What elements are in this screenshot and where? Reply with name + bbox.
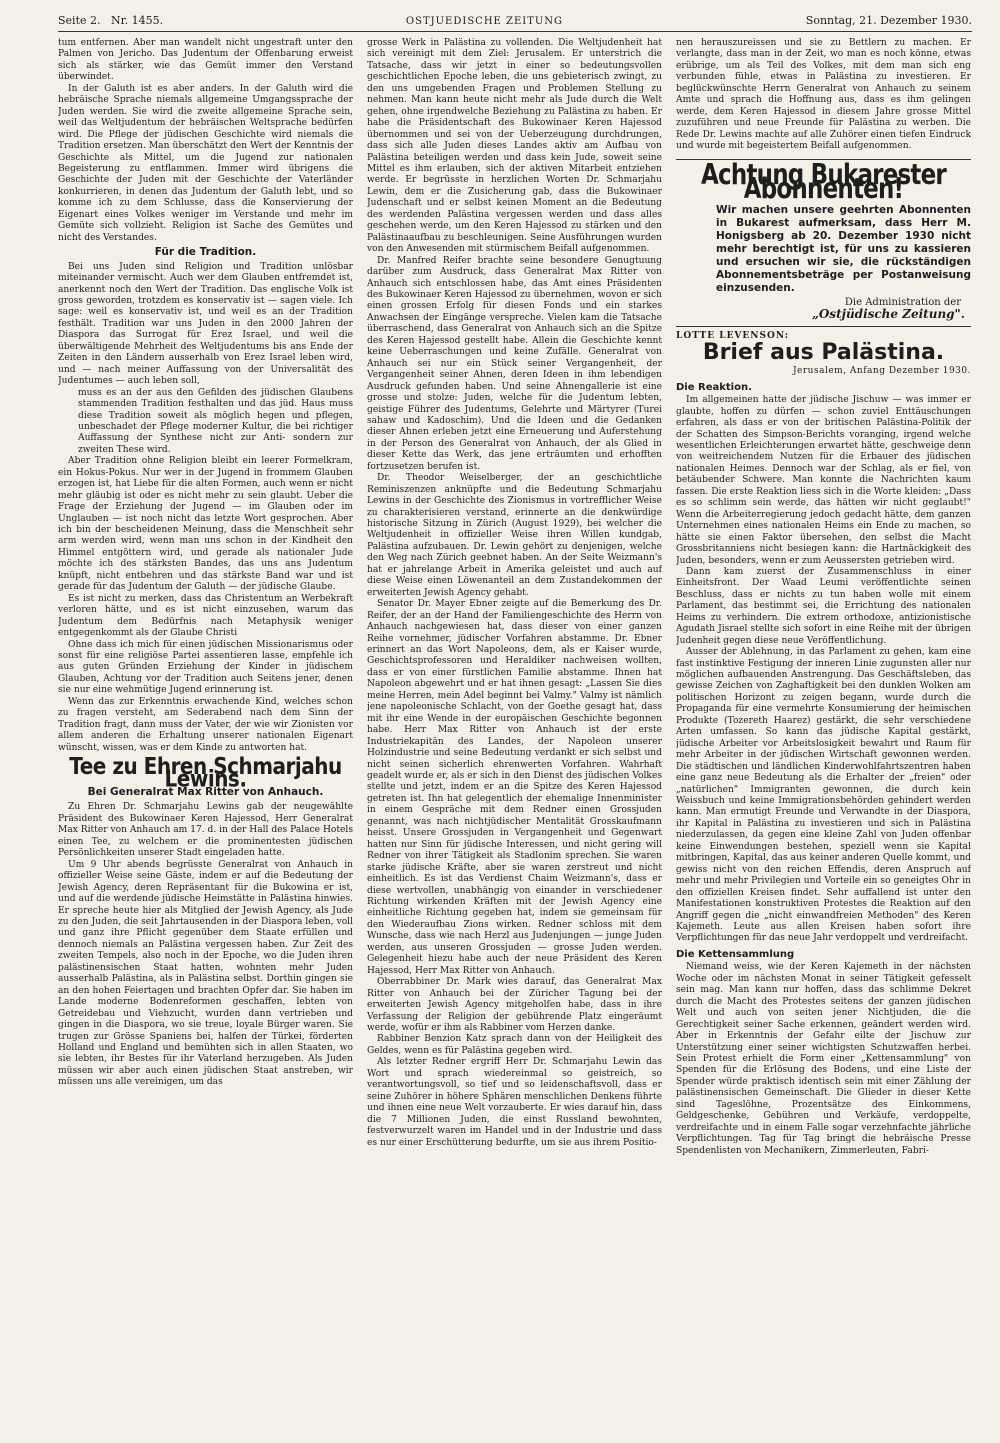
paragraph: Im allgemeinen hatte der jüdische Jischuw — was immer er glaubte, hoffen zu dürfen — schon zuviel Enttäuschungen erfahren, als dass er von der britischen Palästina-Politik der der Schatten des Simpson-Berichts voranging, irgend welche wesentlichen Erleichterungen erwartet hätte, geschweige denn von weitreichendem Nutzen für die Erbauer des jüdischen nationalen Heimes. Dennoch war der Schlag, als er fiel, von betäubender Schwere. Man konnte die Nachrichten kaum fassen. Die erste Reaktion liess sich in die Worte kleiden: „Dass es so schlimm sein werde, das hätten wir nicht geglaubt!" Wenn die Arbeiterregierung jedoch gedacht hätte, dem ganzen Unternehmen eines nationalen Heims ein Ende zu machen, so hätte sie einen Faktor übersehen, den selbst die Macht Grossbritanniens nicht besiegen kann: die Hartnäckigkeit des Juden, besonders, wenn er zum Aeussersten getrieben wird. [676, 395, 971, 566]
paragraph: Dann kam zuerst der Zusammenschluss in einer Einheitsfront. Der Waad Leumi veröffentlichte seinen Beschluss, dass er nichts zu tun haben wolle mit einem Parlament, das bestimmt sei, die Errichtung des nationalen Heims zu verhindern. Die extrem orthodoxe, antizionistische Agudath Jisrael stellte sich sofort in eine Reihe mit der übrigen Judenheit gegen diese neue Veröffentlichung. [676, 566, 971, 646]
paragraph: Rabbiner Benzion Katz sprach dann von der Heiligkeit des Geldes, wenn es für Palästina gegeben wird. [367, 1034, 662, 1056]
paragraph: Dr. Manfred Reifer brachte seine besondere Genugtuung darüber zum Ausdruck, dass Generalrat Max Ritter von Anhauch sich entschlossen habe, das Amt eines Präsidenten des Bukowinaer Keren Hajessod zu übernehmen, wovon er sich einen grossen Erfolg für diesen Fonds und ein starkes Anwachsen der Eingänge verspreche. Vielen kam die Tatsache überraschend, dass Generalrat von Anhauch sich an die Spitze des Keren Hajessod gestellt habe. Allein die Geschichte kennt keine Ueberraschungen und keine Zufälle. Generalrat von Anhauch sei nur ein Stück seiner Vergangenheit, der Vergangenheit seiner Ahnen, deren Ideen in ihm lebendigen Ausdruck gefunden haben. Und seine Ahnengallerie ist eine grosse und stolze: Juden, welche für die Judentum lebten, geistige Führer des Judentums, Gelehrte und Märtyrer (Turei sahaw und Kadoschim). Und die Ideen und die Gedanken dieser Ahnen erleben jetzt eine Erneuerung und Auferstehung in der Person des Generalrat von Anhauch, der als Glied in dieser Kette das Werk, das jene erträumten und erhofften fortzusetzen berufen ist. [367, 255, 662, 472]
column-1 [58, 38, 353, 1438]
paragraph: Zu Ehren Dr. Schmarjahu Lewins gab der neugewählte Präsident des Bukowinaer Keren Hajessod, Herr Generalrat Max Ritter von Anhauch am 17. d. in der Hall des Palace Hotels einen Tee, zu welchem er die prominentesten jüdischen Persönlichkeiten unserer Stadt eingeladen hatte. [58, 802, 353, 859]
masthead [58, 14, 972, 32]
paragraph: Um 9 Uhr abends begrüsste Generalrat von Anhauch in offizieller Weise seine Gäste, indem er auf die Bedeutung der Jewish Agency, deren Repräsentant für die Bukowina er ist, und auf die werdende jüdische Heimstätte in Palästina hinwies. Er spreche heute hier als Mitglied der Jewish Agency, als Jude zu den Juden, die seit Jahrtausenden in der Diaspora leben, voll und ganz ihre Pflicht gegenüber dem Staate erfüllen und dennoch niemals an Palästina vergessen haben. Zur Zeit des zweiten Tempels, also noch in der Epoche, wo die Juden ihren palästinensischen Staat hatten, wohnten mehr Juden ausserhalb Palästina, als in Palästina selbst. Dorthin gingen sie an den hohen Feiertagen und brachten Opfer dar. Sie haben im Lande moderne Bodenreformen geschaffen, lebten von Getreidebau und Viehzucht, wurden dann vertrieben und gingen in die Diaspora, wo sie treue, loyale Bürger waren. Sie trugen zur Grösse Spaniens bei, halfen der Türkei, förderten Holland und England und bemühten sich in allen Staaten, wo sie lebten, ihr Bestes für ihr Vaterland herzugeben. Als Juden müssen wir aber auch einen jüdischen Staat anstreben, wir müssen uns alle vereinigen, um das [58, 859, 353, 1088]
article-subtitle: Bei Generalrat Max Ritter von Anhauch. [87, 786, 324, 798]
paragraph: Dr. Theodor Weiselberger, der an geschichtliche Reminiszenzen anknüpfte und die Bedeutung Schmarjahu Lewins in der Geschichte des Zionismus in vortrefflicher Weise zu charakterisieren verstand, erinnerte an die denkwürdige historische Sitzung in Zürich (August 1929), bei welcher die Weltjudenheit in offizieller Weise ihren Willen kundgab, Palästina aufzubauen. Dr. Lewin gehört zu denjenigen, welche den Weg nach Zürich geebnet haben. An der Seite Weizmann's hat er jahrelange Arbeit in Amerika geleistet und auch auf diese Weise einen Löwenanteil an dem Zustandekommen der erweiterten Jewish Agency gehabt. [367, 473, 662, 598]
paragraph: tum entfernen. Aber man wandelt nicht ungestraft unter den Palmen von Jericho. Das Judentum der Offenbarung erweist sich als stärker, wie das Gemüt immer den Verstand überwindet. [58, 38, 353, 83]
notice-paper-name: „Ostjüdische Zeitung". [811, 306, 965, 321]
columns [58, 38, 972, 1438]
paragraph: Aber Tradition ohne Religion bleibt ein leerer Formelkram, ein Hokus-Pokus. Nur wer in der Jugend in frommem Glauben erzogen ist, hat Liebe für die alten Formen, auch wenn er nicht mehr gläubig ist oder es nicht mehr zu sein glaubt. Ueber die Frage der Erziehung der Jugend — im Glauben oder im Unglauben — ist noch nicht das letzte Wort gesprochen. Aber ich bin der bescheidenen Meinung, dass die Menschheit sehr arm werden wird, wenn man uns schon in der Kindheit den Himmel entgöttern wird, und gerade als nationaler Jude möchte ich des stärksten Bandes, das uns ans Judentum knüpft, nicht entbehren und das stärkste Band war und ist gerade für das Judentum der Galuth — der jüdische Glaube. [58, 456, 353, 593]
quote-paragraph: muss es an der aus den Gefilden des jüdischen Glaubens stammenden Tradition festhalten und das jüd. Haus muss diese Tradition soweit als möglich hegen und pflegen, unbeschadet der Pflege moderner Kultur, die bei richtiger Auffassung der Synthese nicht zur Anti- sondern zur zweiten These wird. [78, 387, 353, 455]
paragraph: Bei uns Juden sind Religion und Tradition unlösbar miteinander vermischt. Auch wer dem Glauben entfremdet ist, anerkennt noch den Wert der Tradition. Das englische Volk ist gross geworden, trotzdem es konservativ ist — sagen viele. Ich sage: weil es konservativ ist, und weil es an der Tradition festhält. Tradition war uns Juden in den 2000 Jahren der Diaspora das Surrogat für Erez Israel, und weil die überwältigende Mehrheit des Weltjudentums bis ans Ende der Zeiten in den Ländern ausserhalb von Erez Israel leben wird, und — nach meiner Auffassung von der Universalität des Judentumes — auch leben soll, [58, 261, 353, 387]
notice-signature: Die Administration der [844, 297, 961, 309]
issue-date: Sonntag, 21. Dezember 1930. [805, 14, 972, 27]
dateline: Jerusalem, Anfang Dezember 1930. [792, 366, 971, 377]
notice-heading: Achtung Bukarester Abonnenten! [701, 158, 946, 206]
paragraph: grosse Werk in Palästina zu vollenden. Die Weltjudenheit hat sich vereinigt mit dem Ziel: Jerusalem. Er unterstrich die Tatsache, dass wir jetzt in einer so bedeutungsvollen geschichtlichen Epoche leben, die uns gebieterisch zwingt, zu den uns umgebenden Fragen und Problemen Stellung zu nehmen. Man kann heute nicht mehr als Jude durch die Welt gehen, ohne irgendwelche Beziehung zu Palästina zu haben. Er habe die Präsidentschaft des Bukowinaer Keren Hajessod übernommen und sei von der Ueberzeugung durchdrungen, dass sich alle Juden dieses Landes aktiv am Aufbau von Palästina beteiligen werden und dass kein Jude, soweit seine Mittel es ihm erlauben, sich der aktiven Mitarbeit entziehen werde. Er begrüsste in herzlichen Worten Dr. Schmarjahu Lewin, dem er die Zusicherung gab, dass die Bukowinaer Judenschaft und er selbst keinen Moment an die Bedeutung des werdenden Palästina vergessen werden und dass alles geschehen werde, um den Keren Hajessod zu stärken und den Palästinaaufbau zu beschleunigen. Seine Ausführungen wurden von den Anwesenden mit stürmischem Beifall aufgenommen. [367, 38, 662, 255]
paragraph: Oberrabbiner Dr. Mark wies darauf, das Generalrat Max Ritter von Anhauch bei der Züricher Tagung bei der erweiterten Jewish Agency mitgeholfen habe, dass in ihre Verfassung der Religion der gebührende Platz eingeräumt werde, wofür er ihm als Rabbiner vom Herzen danke. [367, 977, 662, 1033]
paragraph: Wenn das zur Erkenntnis erwachende Kind, welches schon zu fragen versteht, am Sederabend nach dem Sinn der Tradition fragt, dann muss der Vater, der wie wir Zionisten vor allem anderen die Erhaltung unserer nationalen Eigenart wünscht, wissen, was er dem Kinde zu antworten hat. [58, 696, 353, 753]
subscriber-notice [676, 159, 971, 328]
paragraph: Es ist nicht zu merken, dass das Christentum an Werbekraft verloren hätte, und es ist nicht einzusehen, warum das Judentum dem Bedürfnis nach Metaphysik weniger entgegenkommt als der Glaube Christi [58, 593, 353, 639]
section-heading: Die Reaktion. [676, 381, 752, 393]
paragraph: Ohne dass ich mich für einen jüdischen Missionarismus oder sonst für eine religiöse Partei assentieren lasse, empfehle ich aus guten Gründen Erziehung der Kinder in jüdischem Glauben, Achtung vor der Tradition auch Seitens jener, denen sie nur eine wehmütige Jugend erinnerung ist. [58, 639, 353, 696]
paper-title: OSTJUEDISCHE ZEITUNG [405, 16, 564, 27]
paragraph: Senator Dr. Mayer Ebner zeigte auf die Bemerkung des Dr. Reifer, der an der Hand der Familiengeschichte des Herrn von Anhauch nachgewiesen hat, dass dieser von einer ganzen Reihe vornehmer, jüdischer Vorfahren abstamme. Dr. Ebner erinnert an das Wort Napoleons, dem, als er Kaiser wurde, Geschichtsprofessoren und Heraldiker nachweisen wollten, dass er von einer fürstlichen Familie abstamme. Ihnen hat Napoleon abgewehrt und er hat ihnen gesagt: „Lassen Sie dies meine Herren, mein Adel beginnt bei Valmy." Valmy ist nämlich jene napoleonische Schlacht, von der Goethe gesagt hat, dass mit ihr eine Wende in der europäischen Geschichte begonnen habe. Herr Max Ritter von Anhauch ist der erste Industriekapitän des Landes, der Napoleon unserer Holzindustrie und seine Bedeutung verdankt er sich selbst und nicht seinen sicherlich ehrenwerten Vorfahren. Wahrhaft geadelt wurde er, als er sich in den Dienst des jüdischen Volkes stellte und jetzt, indem er an die Spitze des Keren Hajessod getreten ist. Ihn hat gelegentlich der ehemalige Innenminister in einem Gespräche mit dem Redner einen Grossjuden genannt, was nach nichtjüdischer Mentalität Grosskaufmann heisst. Unsere Grossjuden in Vergangenheit und Gegenwart hatten nur Sinn für jüdische Interessen, und nicht gering will Redner von ihrer Tätigkeit als Stadlonim sprechen. Sie waren starke jüdische Kräfte, aber sie waren zerstreut und nicht einheitlich. Es ist das Verdienst Chaim Weizmann's, dass er diese wertvollen, unabhängig von einander in verschiedener Richtung wirkenden Kräften mit der Jewish Agency eine einheitliche Richtung gegeben hat, indem sie gemeinsam für den Wiederaufbau Zions wirken. Redner schloss mit dem Wunsche, dass wie nach Herzl aus Judenjungen — junge Juden werden, aus unseren Grossjuden — grosse Juden werden. Gelegenheit hiezu habe auch der neue Präsident des Keren Hajessod, Herr Max Ritter von Anhauch. [367, 599, 662, 976]
notice-body: Wir machen unsere geehrten Abonnenten in Bukarest aufmerksam, dass Herr M. Honigsberg ab 20. Dezember 1930 nicht mehr berechtigt ist, für uns zu kassieren und ersuchen wir sie, die rückständigen Abonnementsbeträge per Postanweisung einzusenden. [716, 204, 971, 295]
article-title: Tee zu Ehren Schmarjahu Lewins. [69, 752, 342, 794]
paragraph: nen herauszureissen und sie zu Bettlern zu machen. Er verlangte, dass man in der Zeit, wo man es noch könne, etwas erübrige, um als Teil des Volkes, mit dem man sich eng verbunden fühle, etwas in Palästina zu investieren. Er beglückwünschte Herrn Generalrat von Anhauch zu seinem Amte und sprach die Hoffnung aus, dass es ihm gelingen werde, dem Keren Hajessod in diesem Jahre grosse Mittel zuzuführen und neue Freunde für Palästina zu werben. Die Rede Dr. Lewins machte auf alle Zuhörer einen tiefen Eindruck und wurde mit begeistertem Beifall aufgenommen. [676, 38, 971, 152]
column-3 [676, 38, 971, 1438]
article-author: LOTTE LEVENSON: [676, 331, 790, 342]
page-number: Seite 2. Nr. 1455. [58, 14, 164, 27]
column-2 [367, 38, 662, 1438]
paragraph: Als letzter Redner ergriff Herr Dr. Schmarjahu Lewin das Wort und sprach wiedereinmal so geistreich, so verantwortungsvoll, so tief und so leidenschaftsvoll, dass er seine Zuhörer in höhere Sphären menschlichen Denkens führte und ihnen eine neue Welt vorzauberte. Er wies darauf hin, dass die 7 Millionen Juden, die einst Russland bewohnten, festverwurzelt waren im Handel und in der Industrie und dass es nur einer Erschütterung bedurfte, um sie aus ihrem Positio- [367, 1057, 662, 1148]
paragraph: In der Galuth ist es aber anders. In der Galuth wird die hebräische Sprache niemals allgemeine Umgangssprache der Juden werden. Sie wird die zweite allgemeine Sprache sein, weil das Weltjudentum der hebräischen Weltsprache bedürfen wird. Die Pflege der jüdischen Geschichte wird niemals die Tradition ersetzen. Man überschätzt den Wert der Kenntnis der Geschichte als Mittel, um die Jugend zur nationalen Begeisterung zu entflammen. Immer wird übrigens die Geschichte der Juden mit der Geschichte der Vaterländer konkurrieren, in denen das Judentum der Galuth lebt, und so komme ich zu dem Schlusse, dass die Konservierung der Eigenart eines Volkes weniger im Verstande und mehr im Gemüte sich vollzieht. Religion ist Sache des Gemütes und nicht des Verstandes. [58, 83, 353, 243]
article-title: Brief aus Palästina. [702, 339, 945, 365]
section-heading: Die Kettensammlung [676, 948, 795, 960]
paragraph: Ausser der Ablehnung, in das Parlament zu gehen, kam eine fast instinktive Festigung der inneren Linie zugunsten aller nur möglichen aufbauenden Anstrengung. Das Geschäftsleben, das gewisse Zeichen von Zaghaftigkeit bei den dunklen Wolken am politischen Horizont zu zeigen begann, wurde durch die Propaganda für eine vermehrte Konsumierung der heimischen Produkte (Tozereth Haarez) gestärkt, die sehr verschiedene Arten umfassen. So kann das jüdische Kapital gestärkt, jüdische Arbeiter vor Arbeitslosigkeit bewahrt und Raum für mehr Arbeiter in der jüdischen Wirtschaft gewonnen werden. Die städtischen und ländlichen Kinderwohlfahrtszentren haben eine ganz neue Bedeutung als die Erhalter der „freien" oder „natürlichen" Immigranten gewonnen, die durch kein Weissbuch und keine Immigrationsbehörden gehindert werden kann. Man ermutigt Freunde und Verwandte in der Diaspora, ihr Kapital in Palästina zu investieren und sich in Palästina niederzulassen, da gegen eine kleine Zahl von Juden offenbar keine Einwendungen bestehen, speziell wenn sie Kapital mitbringen, Kapital, das aus keiner anderen Quelle kommt, und gewiss nicht von den reichen Effendis, deren Anspruch auf mehr und mehr Privilegien und Vorteile ein so geneigtes Ohr in den offiziellen Kreisen findet. Sehr auffallend ist unter den Manifestationen konstruktiven Protestes die Reaktion auf den Angriff gegen die „nicht einwandfreien Methoden" des Keren Kajemeth. Leute aus allen Kreisen haben sofort ihre Verpflichtungen für das neue Jahr verdoppelt und verdreifacht. [676, 647, 971, 944]
section-heading: Für die Tradition. [154, 246, 257, 259]
paragraph: Niemand weiss, wie der Keren Kajemeth in der nächsten Woche oder im nächsten Monat in seiner Tätigkeit gefesselt sein mag. Man kann nur hoffen, dass das schlimme Dekret durch die Macht des Protestes seitens der ganzen jüdischen Welt und auch von seiten jener Nichtjuden, die die Gerechtigkeit seiner Sache erkennen, geändert werden wird. Aber in Erkenntnis der Gefahr eilte der Jischuw zur Unterstützung einer seiner wichtigsten Schutzwaffen herbei. Sein Protest erhielt die Form einer „Kettensammlung" von Spenden für die Erlösung des Bodens, und eine Liste der Spender würde praktisch identisch sein mit einer Zählung der palästinensischen Gemeinschaft. Die Glieder in dieser Kette sind Tageslöhne, Prozentsätze des Einkommens, Geldgeschenke, Gebühren und Verkäufe, verdoppelte, verdreifachte und in einem Falle sogar verzehnfachte jährliche Verpflichtungen. Tag für Tag bringt die hebräische Presse Spendenlisten von Mechanikern, Zimmerleuten, Fabri- [676, 962, 971, 1156]
